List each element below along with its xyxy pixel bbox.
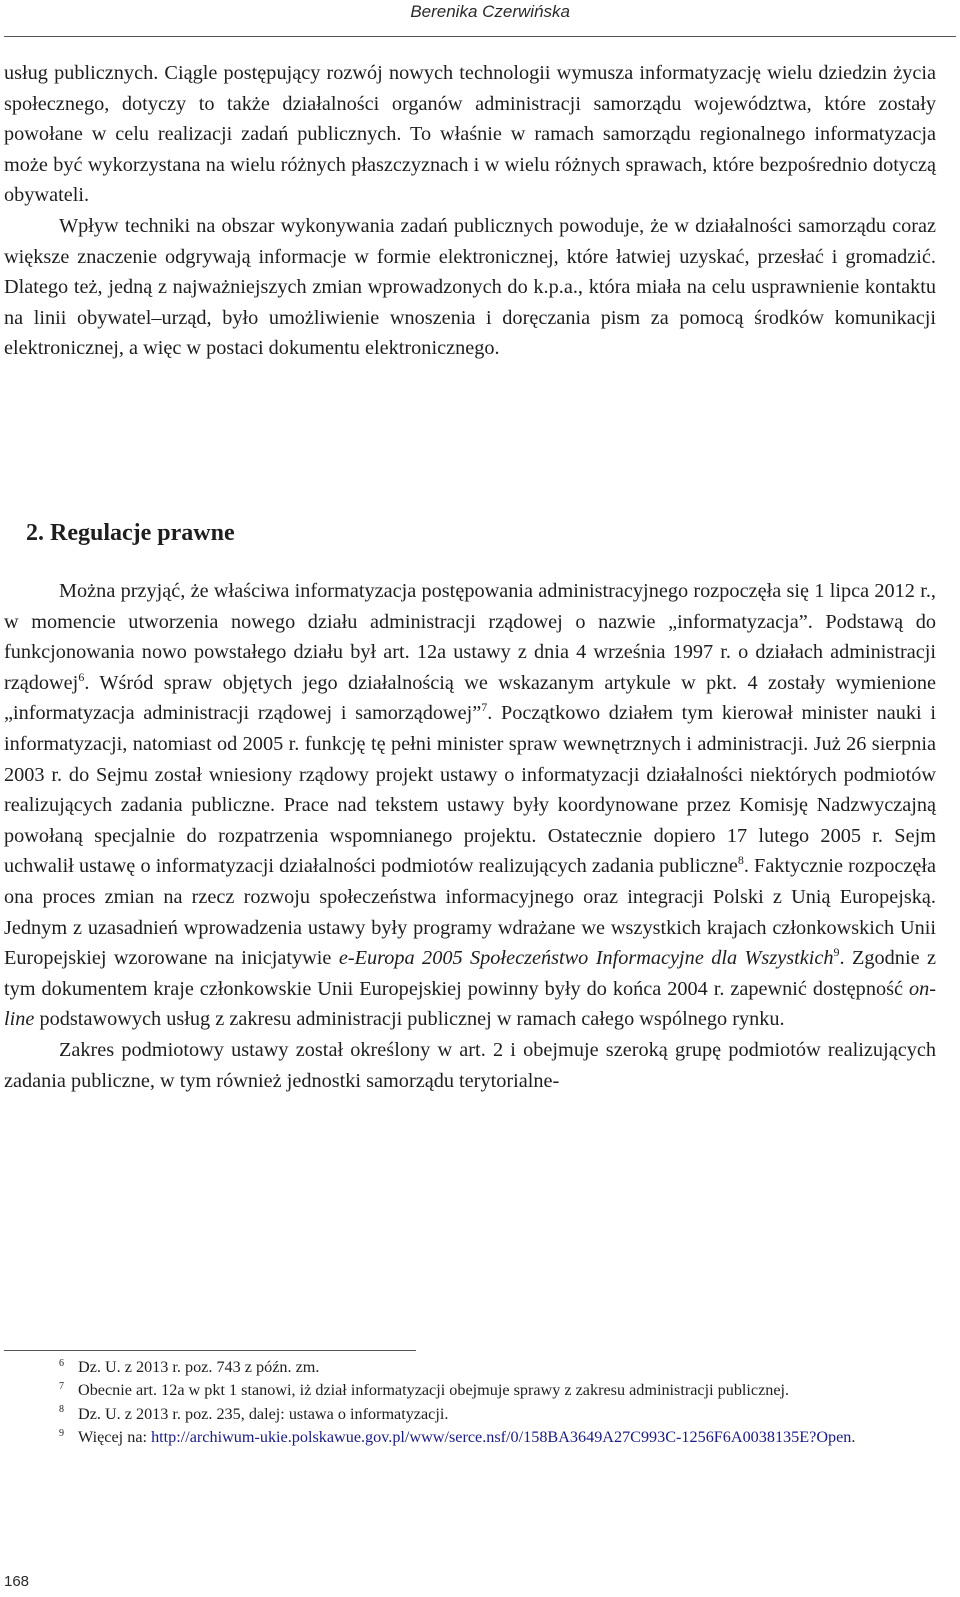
footnote-link[interactable]: http://archiwum-ukie.polskawue.gov.pl/www/serce.nsf/0/158BA3649A27C993C-1256F6A0038135E?Open bbox=[151, 1428, 852, 1447]
footnote-ref[interactable]: 6 bbox=[78, 670, 85, 685]
footnote bbox=[4, 1403, 936, 1426]
paragraph: Wpływ techniki na obszar wykonywania zadań publicznych powoduje, że w działalności samorządu coraz większe znaczenie odgrywają informacje w formie elektronicznej, które łatwiej uzyskać, przesłać i gromadzić. Dlatego też, jedną z najważniejszych zmian wprowadzonych do k.p.a., która miała na celu usprawnienie kontaktu na linii obywatel–urząd, było umożliwienie wnoszenia i doręczania pism za pomocą środków komunikacji elektronicznej, a więc w postaci dokumentu elektronicznego. bbox=[4, 214, 936, 360]
footnote-ref[interactable]: 8 bbox=[737, 853, 744, 868]
paragraph: usług publicznych. Ciągle postępujący rozwój nowych technologii wymusza informatyzację wielu dziedzin życia społecznego, dotyczy to także działalności organów administracji samorządu województwa, które zostały powołane w celu realizacji zadań publicznych. To właśnie w ramach samorządu regionalnego informatyzacja może być wykorzystana na wielu różnych płaszczyznach i w wielu różnych sprawach, które bezpośrednio dotyczą obywateli. bbox=[4, 62, 936, 207]
footnote bbox=[4, 1426, 936, 1449]
footnote-number: 8 bbox=[59, 1404, 64, 1416]
italic-title: e-Europa 2005 Społeczeństwo Informacyjne dla Wszystkich bbox=[338, 947, 834, 970]
section-title: Regulacje prawne bbox=[50, 520, 235, 546]
text-run: . Wśród spraw objętych jego działalnością we wskazanym artykule w pkt. 4 zostały wymienione „informatyzacja administracji rządowej i samorządowej” bbox=[4, 671, 936, 725]
section-number: 2. bbox=[26, 520, 44, 546]
footnote-number: 7 bbox=[59, 1381, 64, 1393]
paragraph: Zakres podmiotowy ustawy został określony w art. 2 i obejmuje szeroką grupę podmiotów realizujących zadania publiczne, w tym również jednostki samorządu terytorialne- bbox=[4, 1038, 936, 1092]
footnote-divider bbox=[4, 1350, 416, 1351]
text-run: Można przyjąć, że właściwa informatyzacja postępowania administracyjnego rozpoczęła się 1 lipca 2012 r., w momencie utworzenia nowego działu administracji rządowej o nazwie „informatyzacja”. Podstawą do funkcjonowania nowo powstałego działu był art. 12a ustawy z dnia 4 września 1997 r. o działach administracji rządowej bbox=[4, 580, 936, 694]
footnote bbox=[4, 1379, 936, 1402]
footnote-prefix: Więcej na: bbox=[78, 1428, 152, 1447]
footnote-number: 6 bbox=[59, 1357, 64, 1369]
header-author: Berenika Czerwińska bbox=[410, 2, 570, 21]
text-run: . Faktycznie rozpoczęła ona proces zmian na rzecz rozwoju społeczeństwa informacyjnego oraz integracji Polski z Unią Europejską. Jednym z uzasadnień wprowadzenia ustawy były programy wdrażane we wszystkich krajach członkowskich Unii Europejskiej wzorowane na inicjatywie bbox=[4, 855, 936, 970]
italic-term: on-line bbox=[4, 977, 936, 1031]
section-body bbox=[4, 576, 936, 1096]
text-run: podstawowych usług z zakresu administracji publicznej w ramach całego wspólnego rynku. bbox=[34, 1008, 785, 1031]
footnote-text: Dz. U. z 2013 r. poz. 743 z późn. zm. bbox=[78, 1358, 320, 1376]
footnote-text: Dz. U. z 2013 r. poz. 235, dalej: ustawa o informatyzacji. bbox=[78, 1404, 449, 1423]
footnote bbox=[4, 1356, 936, 1379]
footnote-number: 9 bbox=[59, 1427, 64, 1439]
section-heading bbox=[26, 520, 241, 547]
footnote-ref[interactable]: 9 bbox=[833, 945, 840, 960]
page-number: 168 bbox=[4, 1573, 30, 1590]
footnote-ref[interactable]: 7 bbox=[481, 700, 488, 715]
intro-text bbox=[4, 58, 936, 364]
paragraph bbox=[4, 576, 936, 1035]
text-run: . Zgodnie z tym dokumentem kraje członkowskie Unii Europejskiej powinny były do końca 2004 r. zapewnić dostępność bbox=[4, 947, 936, 1000]
footnote-text: Obecnie art. 12a w pkt 1 stanowi, iż dział informatyzacji obejmuje sprawy z zakresu administracji publicznej. bbox=[78, 1381, 790, 1400]
footnotes bbox=[4, 1356, 936, 1450]
text-run: . Początkowo działem tym kierował minister nauki i informatyzacji, natomiast od 2005 r. funkcję tę pełni minister spraw wewnętrznych i administracji. Już 26 sierpnia 2003 r. do Sejmu został wniesiony rządowy projekt ustawy o informatyzacji działalności niektórych podmiotów realizujących zadania publiczne. Prace nad tekstem ustawy były koordynowane przez Komisję Nadzwyczajną powołaną specjalnie do rozpatrzenia wspomnianego projektu. Ostatecznie dopiero 17 lutego 2005 r. Sejm uchwalił ustawę o informatyzacji działalności podmiotów realizujących zadania publiczne bbox=[4, 702, 936, 878]
footnote-suffix: . bbox=[851, 1428, 856, 1447]
running-header bbox=[4, 0, 956, 37]
